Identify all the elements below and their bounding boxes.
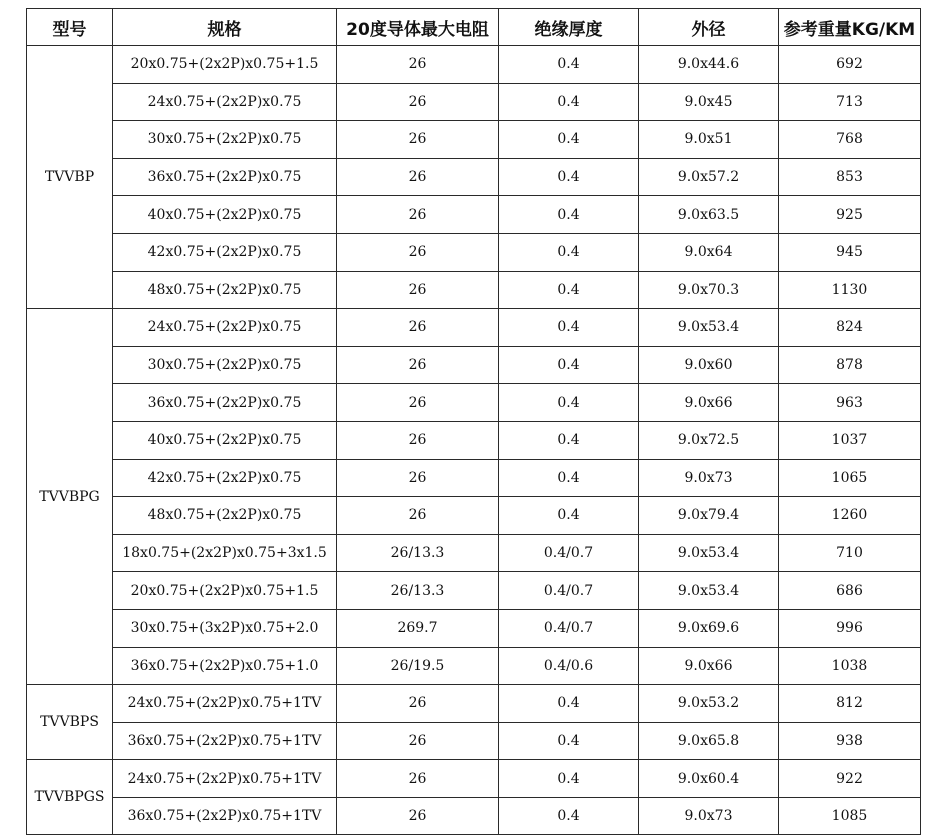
resistance-cell: 26 [337, 384, 499, 422]
diameter-cell: 9.0x60.4 [639, 760, 779, 798]
table-row [27, 121, 921, 159]
weight-cell: 1130 [779, 271, 921, 309]
spec-cell: 20x0.75+(2x2P)x0.75+1.5 [113, 46, 337, 84]
spec-cell: 24x0.75+(2x2P)x0.75 [113, 83, 337, 121]
spec-cell: 24x0.75+(2x2P)x0.75+1TV [113, 760, 337, 798]
weight-cell: 824 [779, 309, 921, 347]
table-body [27, 46, 921, 835]
spec-cell: 40x0.75+(2x2P)x0.75 [113, 421, 337, 459]
diameter-cell: 9.0x73 [639, 797, 779, 835]
diameter-cell: 9.0x63.5 [639, 196, 779, 234]
weight-cell: 1260 [779, 497, 921, 535]
table-row [27, 271, 921, 309]
spec-cell: 30x0.75+(2x2P)x0.75 [113, 121, 337, 159]
insulation-cell: 0.4 [499, 497, 639, 535]
table-row [27, 309, 921, 347]
resistance-cell: 26 [337, 346, 499, 384]
insulation-cell: 0.4 [499, 384, 639, 422]
insulation-cell: 0.4 [499, 797, 639, 835]
spec-cell: 48x0.75+(2x2P)x0.75 [113, 271, 337, 309]
insulation-cell: 0.4 [499, 760, 639, 798]
table-row [27, 384, 921, 422]
diameter-cell: 9.0x64 [639, 233, 779, 271]
weight-cell: 710 [779, 534, 921, 572]
table-row [27, 46, 921, 84]
table-row [27, 609, 921, 647]
insulation-cell: 0.4 [499, 46, 639, 84]
spec-cell: 36x0.75+(2x2P)x0.75+1TV [113, 722, 337, 760]
weight-cell: 853 [779, 158, 921, 196]
table-row [27, 534, 921, 572]
diameter-cell: 9.0x73 [639, 459, 779, 497]
resistance-cell: 26/13.3 [337, 534, 499, 572]
cable-spec-table [26, 8, 921, 835]
diameter-cell: 9.0x65.8 [639, 722, 779, 760]
header-resistance: 20度导体最大电阻 [337, 9, 499, 46]
resistance-cell: 26 [337, 46, 499, 84]
insulation-cell: 0.4 [499, 271, 639, 309]
diameter-cell: 9.0x53.2 [639, 685, 779, 723]
resistance-cell: 26 [337, 271, 499, 309]
weight-cell: 925 [779, 196, 921, 234]
diameter-cell: 9.0x69.6 [639, 609, 779, 647]
diameter-cell: 9.0x60 [639, 346, 779, 384]
model-cell: TVVBP [27, 46, 113, 309]
diameter-cell: 9.0x66 [639, 647, 779, 685]
insulation-cell: 0.4/0.7 [499, 609, 639, 647]
insulation-cell: 0.4 [499, 158, 639, 196]
diameter-cell: 9.0x51 [639, 121, 779, 159]
resistance-cell: 26 [337, 797, 499, 835]
resistance-cell: 26 [337, 196, 499, 234]
table-row [27, 459, 921, 497]
spec-cell: 36x0.75+(2x2P)x0.75 [113, 158, 337, 196]
insulation-cell: 0.4 [499, 346, 639, 384]
spec-cell: 36x0.75+(2x2P)x0.75+1TV [113, 797, 337, 835]
spec-cell: 30x0.75+(2x2P)x0.75 [113, 346, 337, 384]
insulation-cell: 0.4 [499, 722, 639, 760]
resistance-cell: 269.7 [337, 609, 499, 647]
weight-cell: 692 [779, 46, 921, 84]
weight-cell: 713 [779, 83, 921, 121]
table-row [27, 572, 921, 610]
insulation-cell: 0.4/0.6 [499, 647, 639, 685]
insulation-cell: 0.4/0.7 [499, 572, 639, 610]
diameter-cell: 9.0x70.3 [639, 271, 779, 309]
resistance-cell: 26/13.3 [337, 572, 499, 610]
resistance-cell: 26 [337, 309, 499, 347]
header-insulation: 绝缘厚度 [499, 9, 639, 46]
table-row [27, 722, 921, 760]
resistance-cell: 26 [337, 421, 499, 459]
table-row [27, 647, 921, 685]
weight-cell: 1085 [779, 797, 921, 835]
model-cell: TVVBPG [27, 309, 113, 685]
spec-cell: 20x0.75+(2x2P)x0.75+1.5 [113, 572, 337, 610]
resistance-cell: 26 [337, 760, 499, 798]
diameter-cell: 9.0x45 [639, 83, 779, 121]
diameter-cell: 9.0x66 [639, 384, 779, 422]
resistance-cell: 26/19.5 [337, 647, 499, 685]
header-diameter: 外径 [639, 9, 779, 46]
table-row [27, 760, 921, 798]
table-row [27, 346, 921, 384]
weight-cell: 922 [779, 760, 921, 798]
weight-cell: 938 [779, 722, 921, 760]
weight-cell: 945 [779, 233, 921, 271]
spec-cell: 24x0.75+(2x2P)x0.75 [113, 309, 337, 347]
resistance-cell: 26 [337, 158, 499, 196]
spec-cell: 18x0.75+(2x2P)x0.75+3x1.5 [113, 534, 337, 572]
weight-cell: 878 [779, 346, 921, 384]
weight-cell: 1065 [779, 459, 921, 497]
weight-cell: 812 [779, 685, 921, 723]
model-cell: TVVBPGS [27, 760, 113, 835]
table-row [27, 497, 921, 535]
spec-cell: 42x0.75+(2x2P)x0.75 [113, 233, 337, 271]
insulation-cell: 0.4 [499, 685, 639, 723]
weight-cell: 1038 [779, 647, 921, 685]
table-row [27, 421, 921, 459]
insulation-cell: 0.4 [499, 233, 639, 271]
resistance-cell: 26 [337, 497, 499, 535]
insulation-cell: 0.4 [499, 421, 639, 459]
table-row [27, 233, 921, 271]
weight-cell: 768 [779, 121, 921, 159]
weight-cell: 996 [779, 609, 921, 647]
table-row [27, 797, 921, 835]
table-row [27, 196, 921, 234]
spec-cell: 48x0.75+(2x2P)x0.75 [113, 497, 337, 535]
diameter-cell: 9.0x72.5 [639, 421, 779, 459]
insulation-cell: 0.4/0.7 [499, 534, 639, 572]
model-cell: TVVBPS [27, 685, 113, 760]
table-row [27, 83, 921, 121]
diameter-cell: 9.0x79.4 [639, 497, 779, 535]
resistance-cell: 26 [337, 459, 499, 497]
resistance-cell: 26 [337, 121, 499, 159]
resistance-cell: 26 [337, 722, 499, 760]
diameter-cell: 9.0x57.2 [639, 158, 779, 196]
spec-cell: 30x0.75+(3x2P)x0.75+2.0 [113, 609, 337, 647]
insulation-cell: 0.4 [499, 459, 639, 497]
table-row [27, 685, 921, 723]
spec-cell: 42x0.75+(2x2P)x0.75 [113, 459, 337, 497]
spec-cell: 36x0.75+(2x2P)x0.75+1.0 [113, 647, 337, 685]
resistance-cell: 26 [337, 685, 499, 723]
insulation-cell: 0.4 [499, 309, 639, 347]
resistance-cell: 26 [337, 233, 499, 271]
insulation-cell: 0.4 [499, 83, 639, 121]
header-row [27, 9, 921, 46]
diameter-cell: 9.0x53.4 [639, 534, 779, 572]
weight-cell: 1037 [779, 421, 921, 459]
insulation-cell: 0.4 [499, 121, 639, 159]
resistance-cell: 26 [337, 83, 499, 121]
spec-cell: 40x0.75+(2x2P)x0.75 [113, 196, 337, 234]
weight-cell: 686 [779, 572, 921, 610]
header-spec: 规格 [113, 9, 337, 46]
header-weight: 参考重量KG/KM [779, 9, 921, 46]
diameter-cell: 9.0x53.4 [639, 309, 779, 347]
weight-cell: 963 [779, 384, 921, 422]
spec-cell: 24x0.75+(2x2P)x0.75+1TV [113, 685, 337, 723]
table-row [27, 158, 921, 196]
diameter-cell: 9.0x53.4 [639, 572, 779, 610]
diameter-cell: 9.0x44.6 [639, 46, 779, 84]
spec-cell: 36x0.75+(2x2P)x0.75 [113, 384, 337, 422]
insulation-cell: 0.4 [499, 196, 639, 234]
header-model: 型号 [27, 9, 113, 46]
